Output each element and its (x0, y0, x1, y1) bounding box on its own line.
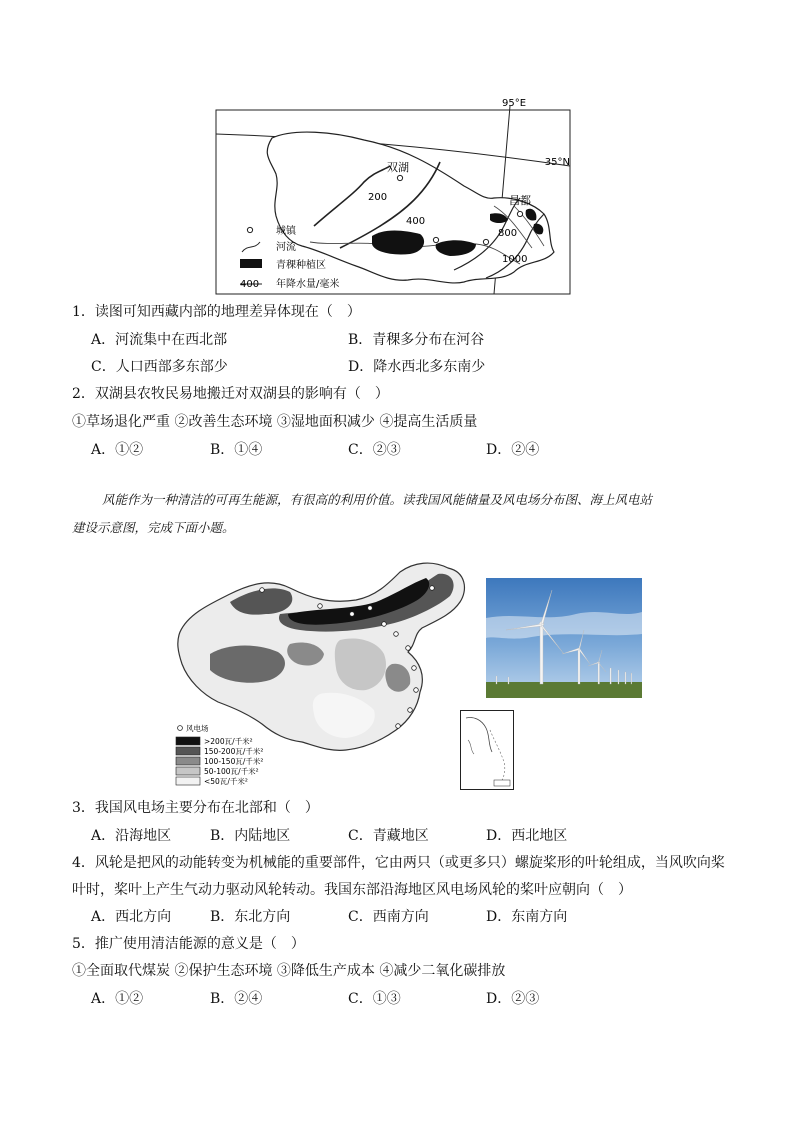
legend-label-1: >200瓦/千米² (204, 737, 253, 746)
question-5-option-c[interactable]: C．①③ (348, 991, 401, 1007)
legend-town-icon (247, 227, 252, 232)
question-1-option-c[interactable]: C．人口西部多东部少 (91, 359, 228, 375)
intro-line-2: 建设示意图，完成下面小题。 (72, 520, 235, 535)
legend-town-label: 城镇 (276, 226, 296, 237)
wind-turbine-photo (486, 578, 642, 698)
town-marker (483, 239, 488, 244)
intro-line-1: 风能作为一种清洁的可再生能源，有很高的利用价值。读我国风能储量及风电场分布图、海上风电站 (102, 492, 653, 507)
wind-farm-marker (368, 606, 373, 611)
question-5-statements: ①全面取代煤炭 ②保护生态环境 ③降低生产成本 ④减少二氧化碳排放 (72, 963, 506, 979)
town-label-changdu: 昌都 (509, 194, 531, 207)
china-wind-map-svg (170, 544, 472, 792)
question-4-option-c[interactable]: C．西南方向 (348, 909, 429, 925)
legend-barley-label: 青稞种植区 (276, 260, 326, 271)
legend-river-label: 河流 (276, 242, 296, 253)
china-wind-map (170, 544, 472, 792)
turbine-tower (631, 673, 632, 684)
town-label-shuanghu: 双湖 (387, 161, 409, 174)
question-1-option-b[interactable]: B．青稞多分布在河谷 (348, 332, 485, 348)
turbine-tower (625, 672, 626, 684)
wind-farm-marker (318, 604, 323, 609)
wind-farm-marker (382, 622, 387, 627)
question-2-option-d[interactable]: D．②④ (486, 442, 540, 458)
question-5-option-a[interactable]: A．①② (91, 991, 144, 1007)
town-marker (433, 237, 438, 242)
turbine-tower (508, 677, 509, 684)
turbine-tower (618, 670, 619, 684)
question-3-option-b[interactable]: B．内陆地区 (210, 828, 291, 844)
barley-area-1 (372, 231, 424, 255)
wind-farm-marker (394, 632, 399, 637)
question-5-option-d[interactable]: D．②③ (486, 991, 540, 1007)
turbine-tower (610, 668, 611, 684)
isohyet-label-1000: 1000 (502, 254, 528, 265)
turbine-tower (496, 676, 497, 684)
legend-swatch-1 (176, 737, 200, 745)
question-3-option-c[interactable]: C．青藏地区 (348, 828, 429, 844)
question-3-option-a[interactable]: A．沿海地区 (91, 828, 172, 844)
parallel-label: 35°N (544, 157, 570, 168)
question-2-statements: ①草场退化严重 ②改善生态环境 ③湿地面积减少 ④提高生活质量 (72, 414, 478, 430)
question-4-option-b[interactable]: B．东北方向 (210, 909, 291, 925)
legend-barley-icon (240, 259, 262, 268)
question-3-stem: 3．我国风电场主要分布在北部和（ ） (72, 800, 319, 816)
wind-farm-marker (430, 586, 435, 591)
isohyet-label-400: 400 (406, 216, 426, 227)
legend-label-3: 100-150瓦/千米² (204, 757, 264, 766)
question-1-option-a[interactable]: A．河流集中在西北部 (91, 332, 228, 348)
map2-legend (176, 723, 263, 786)
question-1-option-d[interactable]: D．降水西北多东南少 (348, 359, 486, 375)
turbine-tower (540, 624, 543, 684)
question-3-option-d[interactable]: D．西北地区 (486, 828, 568, 844)
inset-svg (460, 710, 514, 790)
question-5-option-b[interactable]: B．②④ (210, 991, 263, 1007)
question-2-option-a[interactable]: A．①② (91, 442, 144, 458)
legend-swatch-4 (176, 767, 200, 775)
question-2-stem: 2．双湖县农牧民易地搬迁对双湖县的影响有（ ） (72, 386, 389, 402)
turbine-tower (578, 648, 580, 684)
legend-swatch-3 (176, 757, 200, 765)
inset-caption-box (494, 780, 510, 786)
wind-farm-marker (408, 708, 413, 713)
question-2-option-c[interactable]: C．②③ (348, 442, 401, 458)
zone-tibet-high (210, 646, 285, 683)
wind-farm-marker (260, 588, 265, 593)
wind-farm-marker (414, 688, 419, 693)
question-2-option-b[interactable]: B．①④ (210, 442, 263, 458)
legend-isohyet-label: 年降水量/毫米 (276, 279, 340, 290)
south-china-sea-inset (460, 710, 514, 790)
town-shuanghu (397, 175, 402, 180)
isohyet-label-800: 800 (498, 228, 518, 239)
inset-frame (461, 711, 514, 790)
legend-swatch-2 (176, 747, 200, 755)
question-4-stem-line-1: 4．风轮是把风的动能转变为机械能的重要部件，它由两只（或更多只）螺旋桨形的叶轮组成，当风吹向桨 (72, 855, 725, 871)
legend-isohyet-value: 400 (240, 279, 260, 290)
legend-wind-farm-icon (178, 726, 183, 731)
question-4-option-d[interactable]: D．东南方向 (486, 909, 568, 925)
wind-farm-marker (396, 724, 401, 729)
question-4-stem-line-2: 叶时，桨叶上产生气动力驱动风轮转动。我国东部沿海地区风电场风轮的桨叶应朝向（ ） (72, 882, 632, 898)
legend-swatch-5 (176, 777, 200, 785)
turbine-tower (598, 662, 600, 684)
town-changdu (517, 211, 522, 216)
isohyet-label-200: 200 (368, 192, 388, 203)
question-1-stem: 1．读图可知西藏内部的地理差异体现在（ ） (72, 304, 361, 320)
legend-wind-farm-label: 风电场 (186, 724, 209, 733)
legend-label-5: <50瓦/千米² (204, 777, 248, 786)
question-5-stem: 5．推广使用清洁能源的意义是（ ） (72, 936, 305, 952)
wind-farm-marker (350, 612, 355, 617)
tibet-map (214, 96, 574, 296)
tibet-map-svg (214, 96, 574, 296)
legend-label-4: 50-100瓦/千米² (204, 767, 259, 776)
legend-label-2: 150-200瓦/千米² (204, 747, 264, 756)
wind-farm-marker (412, 666, 417, 671)
question-4-option-a[interactable]: A．西北方向 (91, 909, 172, 925)
photo-ground (486, 682, 642, 698)
meridian-label: 95°E (502, 98, 527, 109)
wind-turbine-photo-svg (486, 578, 642, 698)
wind-farm-marker (406, 646, 411, 651)
